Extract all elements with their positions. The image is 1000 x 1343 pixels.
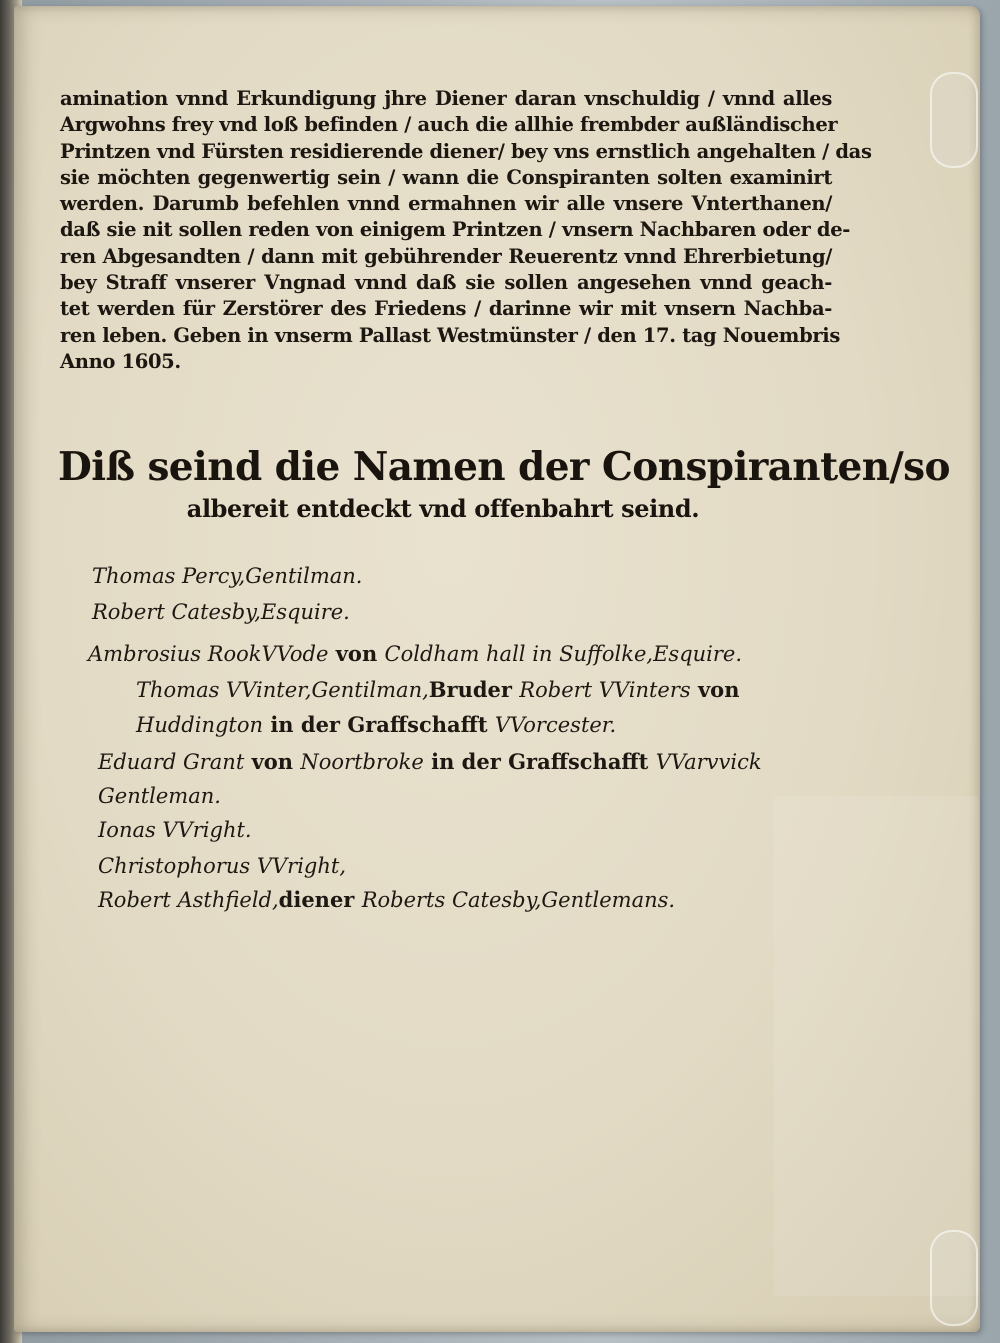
text-line: Anno 1605. xyxy=(60,349,181,373)
name-text: Thomas VVinter,Gentilman, xyxy=(136,678,429,702)
text-line: Printzen vnd Fürsten residierende diener/ bey vns ernstlich angehalten / das xyxy=(60,139,872,163)
text-line: bey Straff vnserer Vngnad vnnd daß sie sollen angesehen vnnd geach- xyxy=(60,271,832,295)
text-line: Argwohns frey vnd loß befinden / auch die allhie frembder außländischer xyxy=(60,113,838,137)
list-item xyxy=(136,711,616,739)
list-item xyxy=(98,782,221,810)
text-line: amination vnnd Erkundigung jhre Diener daran vnschuldig / vnnd alles xyxy=(60,87,832,110)
place-text: VVarvvick xyxy=(655,750,762,774)
connector-text: in der Graffschafft xyxy=(423,749,656,774)
connector-text: in der xyxy=(263,712,348,737)
list-item xyxy=(92,562,362,590)
page-clip-top xyxy=(930,72,978,168)
name-text: Ambrosius RookVVode xyxy=(88,642,329,666)
place-text: VVorcester. xyxy=(494,713,617,737)
place-text: Noortbroke xyxy=(300,750,424,774)
connector-text: von xyxy=(690,677,740,702)
place-text: Huddington xyxy=(136,713,264,737)
connector-text: Bruder xyxy=(428,677,520,702)
list-item xyxy=(98,886,675,914)
connector-text: diener xyxy=(278,887,362,912)
list-item xyxy=(98,816,252,844)
name-text: Christophorus VVright, xyxy=(98,854,347,878)
connector-text: Graffschafft xyxy=(347,712,495,737)
list-item xyxy=(88,640,742,668)
text-line: werden. Darumb befehlen vnnd ermahnen wir alle vnsere Vnterthanen/ xyxy=(60,192,832,216)
section-heading xyxy=(58,442,950,526)
connector-text: von xyxy=(244,749,301,774)
list-item xyxy=(136,676,739,704)
text-line: ren leben. Geben in vnserm Pallast Westmünster / den 17. tag Nouembris xyxy=(60,323,840,347)
text-line: daß sie nit sollen reden von einigem Printzen / vnsern Nachbaren oder de- xyxy=(60,218,851,242)
page-clip-bottom xyxy=(930,1230,978,1326)
name-text: Robert Asthfield, xyxy=(98,888,279,912)
name-text: Ionas VVright. xyxy=(98,818,252,842)
connector-text: von xyxy=(328,641,385,666)
list-item xyxy=(98,748,762,776)
name-text: Eduard Grant xyxy=(98,750,245,774)
text-line: ren Abgesandten / dann mit gebührender Reuerentz vnnd Ehrerbietung/ xyxy=(60,244,832,268)
heading-line-2: albereit entdeckt vnd offenbahrt seind. xyxy=(186,494,700,523)
name-text: Thomas Percy,Gentilman. xyxy=(92,564,363,588)
name-text: Robert Catesby,Esquire. xyxy=(92,600,350,624)
name-text: Roberts Catesby,Gentlemans. xyxy=(361,888,676,912)
paper-stain xyxy=(774,796,979,1296)
list-item xyxy=(92,598,350,626)
list-item xyxy=(98,852,346,880)
place-text: Coldham hall in Suffolke,Esquire. xyxy=(384,642,743,666)
text-line: tet werden für Zerstörer des Friedens / darinne wir mit vnsern Nachba- xyxy=(60,297,832,321)
proclamation-text xyxy=(60,86,872,375)
heading-line-1: Diß seind die Namen der Conspiranten/so xyxy=(58,444,950,490)
name-text: Robert VVinters xyxy=(519,678,691,702)
name-text: Gentleman. xyxy=(98,784,221,808)
text-line: sie möchten gegenwertig sein / wann die Conspiranten solten examinirt xyxy=(60,165,832,189)
